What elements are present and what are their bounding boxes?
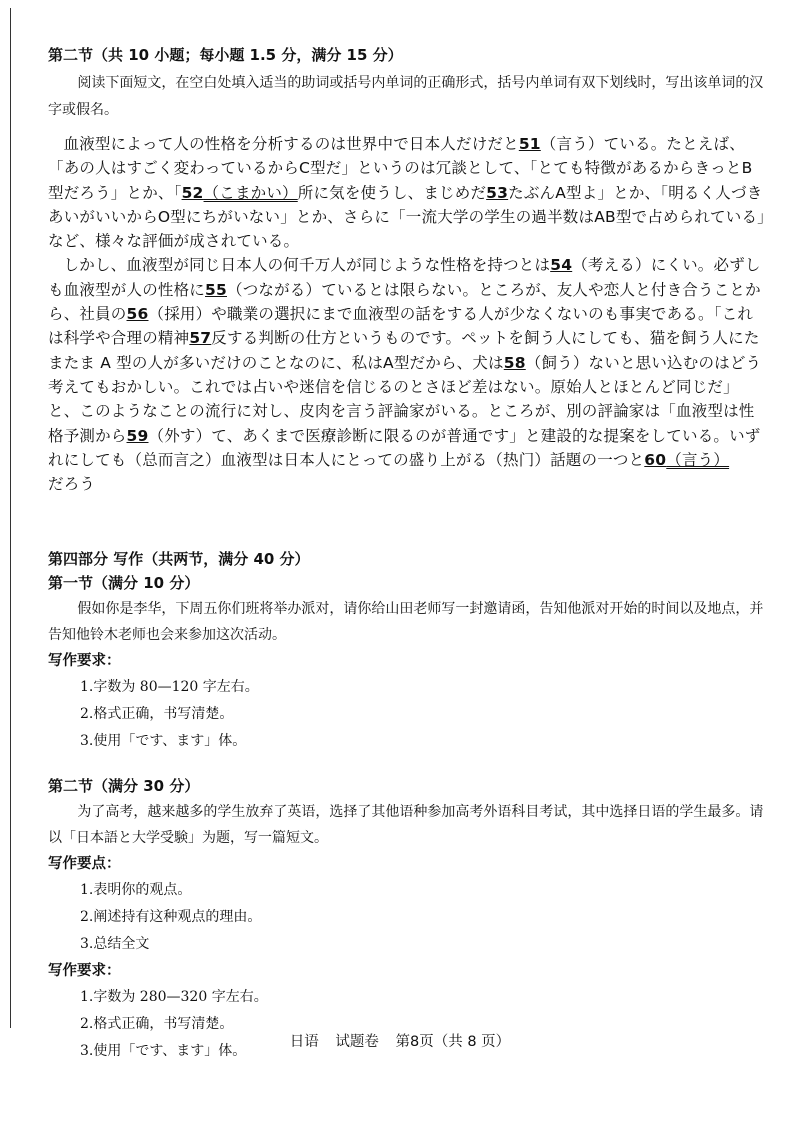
writing-2-requirements xyxy=(48,984,768,1065)
page-content xyxy=(48,44,768,1065)
passage-text: 血液型によって人の性格を分析するのは世界中で日本人だけだと xyxy=(63,135,519,153)
writing-task-2: 为了高考，越来越多的学生放弃了英语，选择了其他语种参加高考外语科目考试，其中选择日语的学生最多。请以「日本語と大学受験」为题，写一篇短文。 xyxy=(48,804,764,847)
passage-text: （言う）ている。たとえば、「あの人はすごく変わっているからC型だ」というのは冗談として、「とても特徴があるからきっとB型だろう」とか、「 xyxy=(48,135,753,202)
requirement-item: 3.使用「です、ます」体。 xyxy=(80,733,247,750)
blank-55: 55 xyxy=(205,280,227,299)
blank-54: 54 xyxy=(550,256,573,275)
point-item: 3.总结全文 xyxy=(80,936,150,953)
writing-section-1-title: 第一节（满分 10 分） xyxy=(48,574,200,593)
blank-53: 53 xyxy=(486,183,509,202)
writing-section-2-title: 第二节（满分 30 分） xyxy=(48,777,200,796)
writing-1-requirements xyxy=(48,674,768,755)
blank-52-word: （こまかい） xyxy=(203,183,298,202)
point-item: 1.表明你的观点。 xyxy=(80,882,192,899)
blank-60-word: （言う） xyxy=(666,450,730,469)
passage-text: （採用）や職業の選択にまで血液型の話をする人が少なくないのも事実である。「これは科学や合理の精神 xyxy=(48,305,754,348)
blank-60: 60 xyxy=(644,450,667,469)
part-4-title: 第四部分 写作（共两节，满分 40 分） xyxy=(48,550,310,569)
writing-2-points-heading: 写作要点： xyxy=(48,856,121,873)
passage-paragraph-2 xyxy=(48,253,768,496)
reading-passage xyxy=(48,132,768,496)
section-2-title: 第二节（共 10 小题；每小题 1.5 分，满分 15 分） xyxy=(48,46,403,64)
writing-task-1: 假如你是李华，下周五你们班将举办派对，请你给山田老师写一封邀请函，告知他派对开始的时间以及地点，并告知他铃木老师也会来参加这次活动。 xyxy=(48,601,764,644)
footer-page-number: 第8页（共 8 页） xyxy=(395,1034,511,1050)
page-footer xyxy=(0,1030,800,1051)
blank-52: 52 xyxy=(181,183,204,202)
requirement-item: 1.字数为 80—120 字左右。 xyxy=(80,679,259,696)
passage-text: しかし、血液型が同じ日本人の何千万人が同じような性格を持つとは xyxy=(63,256,551,275)
writing-2-requirements-heading: 写作要求： xyxy=(48,963,121,980)
footer-paper: 试题卷 xyxy=(335,1034,379,1050)
writing-2-points xyxy=(48,877,768,958)
passage-text: （外す）て、あくまで医療診断に限るのが普通です」と建設的な提案をしている。いずれにしても（总而言之）血液型は日本人にとっての盛り上がる（热门）話題の一つと xyxy=(48,426,761,469)
passage-text: 反する判断の仕方というものです。ペットを飼う人にしても、猫を飼う人にたまたま A 型の人が多いだけのことなのに、私はA型だから、犬は xyxy=(48,329,760,372)
section-2-instruction: 阅读下面短文，在空白处填入适当的助词或括号内单词的正确形式，括号内单词有双下划线时，写出该单词的汉字或假名。 xyxy=(48,75,764,118)
point-item: 2.阐述持有这种观点的理由。 xyxy=(80,909,262,926)
requirement-item: 2.格式正确，书写清楚。 xyxy=(80,706,234,723)
passage-text: （飼う）ないと思い込むのはどう考えてもおかしい。これでは占いや迷信を信じるのとさほど差はない。原始人とほとんど同じだ」と、このようなことの流行に対し、皮肉を言う評論家がいる。ところが、別の評論家は「血液型は性格予測から xyxy=(48,353,762,445)
requirement-item: 1.字数为 280—320 字左右。 xyxy=(80,989,268,1006)
blank-59: 59 xyxy=(126,426,149,445)
blank-56: 56 xyxy=(126,305,149,324)
binding-margin-line xyxy=(10,8,11,1028)
writing-1-requirements-heading: 写作要求： xyxy=(48,653,121,670)
passage-text: だろう xyxy=(48,475,96,494)
blank-57: 57 xyxy=(189,329,212,348)
blank-51: 51 xyxy=(518,135,541,153)
passage-text: （つながる）ているとは限らない。ところが、友人や恋人と付き合うことから、社員の xyxy=(48,280,761,324)
requirement-item: 3.使用「です、ます」体。 xyxy=(80,1043,247,1060)
blank-58: 58 xyxy=(503,353,526,372)
passage-text: （考える）にくい。必ずしも血液型が人の性格に xyxy=(48,256,761,299)
passage-text: 所に気を使うし、まじめだ xyxy=(297,183,487,202)
footer-subject: 日语 xyxy=(289,1034,319,1050)
requirement-item: 2.格式正确，书写清楚。 xyxy=(80,1016,234,1033)
passage-text: たぶんA型よ」とか、「明るく人づきあいがいいからO型にちがいない」とか、さらに「一流大学の学生の過半数はAB型で占められている」など、様々な評価が成されている。 xyxy=(48,183,766,251)
passage-paragraph-1 xyxy=(48,132,768,253)
